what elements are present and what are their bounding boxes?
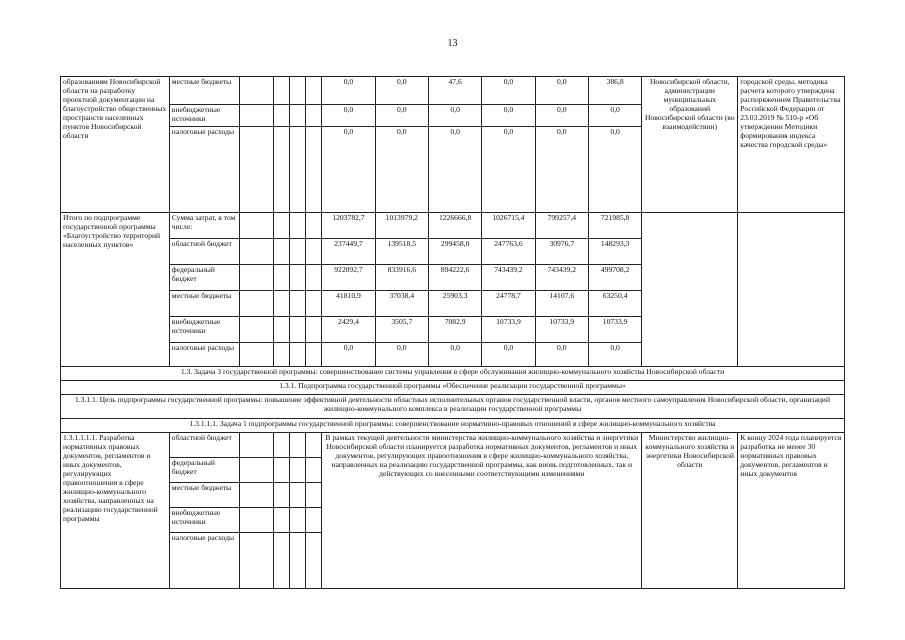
value-cell: 0,0 (375, 77, 428, 105)
subprogram-header: 1.3.1. Подпрограмма государственной программы «Обеспечение реализации государственной программы» (61, 381, 845, 395)
value-cell: 299458,0 (428, 239, 481, 265)
goal-header: 1.3.1.1. Цель подпрограммы государственной программы: повышение эффективной деятельности областных исполнительных органов государственной власти, органов местного самоуправления Новосибирской области, организаций жилищно-коммунального комплекса в реализации государственной программы (61, 395, 845, 419)
funding-source: внебюджетные источники (169, 508, 239, 533)
value-cell: 14107,6 (535, 291, 588, 317)
value-cell: 0,0 (375, 127, 428, 213)
section-header-row (61, 395, 845, 419)
funding-source: налоговые расходы (169, 343, 239, 367)
measure-name: 1.3.1.1.1.1. Разработка нормативных правовых документов, регламентов и иных документов, регулирующих правоотношения в сфере жилищно-коммунального хозяйства, направленных на реализацию государственной программы (61, 433, 170, 589)
value-cell: 1226666,8 (428, 213, 481, 239)
value-cell: 10733,9 (482, 317, 535, 343)
value-cell: 0,0 (535, 127, 588, 213)
funding-source: федеральный бюджет (169, 458, 239, 483)
measure-name: образованиям Новосибирской области на разработку проектной документации на благоустройство общественных пространств населенных пунктов Новосибирской области (61, 77, 170, 213)
value-cell: 743439,2 (482, 265, 535, 291)
value-cell: 0,0 (482, 77, 535, 105)
value-cell: 0,0 (588, 343, 641, 367)
subtotal-name: Итого по подпрограмме государственной программы «Благоустройство территорий населенных пунктов» (61, 213, 170, 367)
value-cell: 799257,4 (535, 213, 588, 239)
value-cell: 7082,9 (428, 317, 481, 343)
value-cell: 0,0 (428, 127, 481, 213)
value-cell: 3505,7 (375, 317, 428, 343)
value-cell: 63250,4 (588, 291, 641, 317)
value-cell: 0,0 (588, 105, 641, 127)
task-header: 1.3.1.1.1. Задача 1 подпрограммы государственной программы: совершенствование нормативно-правовых отношений в сфере жилищно-коммунального хозяйства (61, 419, 845, 433)
funding-source: налоговые расходы (169, 533, 239, 589)
value-cell: 894222,6 (428, 265, 481, 291)
value-cell: 0,0 (322, 77, 375, 105)
value-cell: 0,0 (375, 343, 428, 367)
value-cell: 0,0 (428, 343, 481, 367)
funding-source: областной бюджет (169, 239, 239, 265)
value-cell: 1203782,7 (322, 213, 375, 239)
value-cell: 0,0 (322, 343, 375, 367)
value-cell: 25903,3 (428, 291, 481, 317)
funding-source: федеральный бюджет (169, 265, 239, 291)
page-number: 13 (447, 38, 458, 49)
value-cell: 1013979,2 (375, 213, 428, 239)
table-row (61, 433, 845, 458)
value-cell: 0,0 (535, 343, 588, 367)
value-cell: 1026715,4 (482, 213, 535, 239)
section-header-row (61, 419, 845, 433)
value-cell: 743439,2 (535, 265, 588, 291)
value-cell: 0,0 (322, 105, 375, 127)
value-cell: 237449,7 (322, 239, 375, 265)
value-cell: 47,6 (428, 77, 481, 105)
value-cell: 148293,3 (588, 239, 641, 265)
funding-source: местные бюджеты (169, 291, 239, 317)
value-cell: 10733,9 (588, 317, 641, 343)
funding-source: местные бюджеты (169, 77, 239, 105)
table-row (61, 77, 845, 105)
value-cell: 0,0 (428, 105, 481, 127)
value-cell: 2429,4 (322, 317, 375, 343)
value-cell: 0,0 (588, 127, 641, 213)
value-cell: 499708,2 (588, 265, 641, 291)
task3-header: 1.3. Задача 3 государственной программы: совершенствование системы управления в сфере обслуживания жилищно-коммунального хозяйства Новосибирской области (61, 367, 845, 381)
value-cell: 41810,9 (322, 291, 375, 317)
value-cell: 0,0 (482, 105, 535, 127)
value-cell: 37038,4 (375, 291, 428, 317)
value-cell: 721985,8 (588, 213, 641, 239)
executor-cell: Министерство жилищно-коммунального хозяйства и энергетики Новосибирской области (642, 433, 738, 589)
value-cell: 24778,7 (482, 291, 535, 317)
value-cell: 0,0 (535, 77, 588, 105)
value-cell: 139518,5 (375, 239, 428, 265)
value-cell: 0,0 (482, 343, 535, 367)
value-cell: 833916,6 (375, 265, 428, 291)
section-header-row (61, 367, 845, 381)
value-cell: 386,8 (588, 77, 641, 105)
funding-source: областной бюджет (169, 433, 239, 458)
result-cell: городской среды, методика расчета которого утверждена распоряжением Правительства Российской Федерации от 23.03.2019 № 510-р «Об утверждении Методики формирования индекса качества городской среды» (738, 77, 845, 213)
value-cell: 922092,7 (322, 265, 375, 291)
value-cell: 0,0 (535, 105, 588, 127)
value-cell: 247763,6 (482, 239, 535, 265)
measure-description: В рамках текущей деятельности министерства жилищно-коммунального хозяйства и энергетики Новосибирской области планируется разработка нормативных документов, регламентов и иных документов, регулирующих правоотношения в сфере жилищно-коммунального хозяйства, направленных на реализацию государственной программы, как вновь подготовленных, так и действующих со внесенными соответствующими изменениями (322, 433, 642, 589)
funding-source: Сумма затрат, в том числе: (169, 213, 239, 239)
value-cell: 30976,7 (535, 239, 588, 265)
funding-source: налоговые расходы (169, 127, 239, 213)
funding-source: внебюджетные источники (169, 317, 239, 343)
program-table (60, 76, 845, 589)
value-cell: 0,0 (322, 127, 375, 213)
funding-source: местные бюджеты (169, 483, 239, 508)
funding-source: внебюджетные источники (169, 105, 239, 127)
table-row (61, 213, 845, 239)
result-cell: К концу 2024 года планируется разработка не менее 30 нормативных правовых документов, регламентов и иных документов (738, 433, 845, 589)
executor-cell: Новосибирской области, администрации муниципальных образований Новосибирской области (во взаимодействии) (642, 77, 738, 213)
value-cell: 0,0 (482, 127, 535, 213)
value-cell: 10733,9 (535, 317, 588, 343)
section-header-row (61, 381, 845, 395)
value-cell: 0,0 (375, 105, 428, 127)
